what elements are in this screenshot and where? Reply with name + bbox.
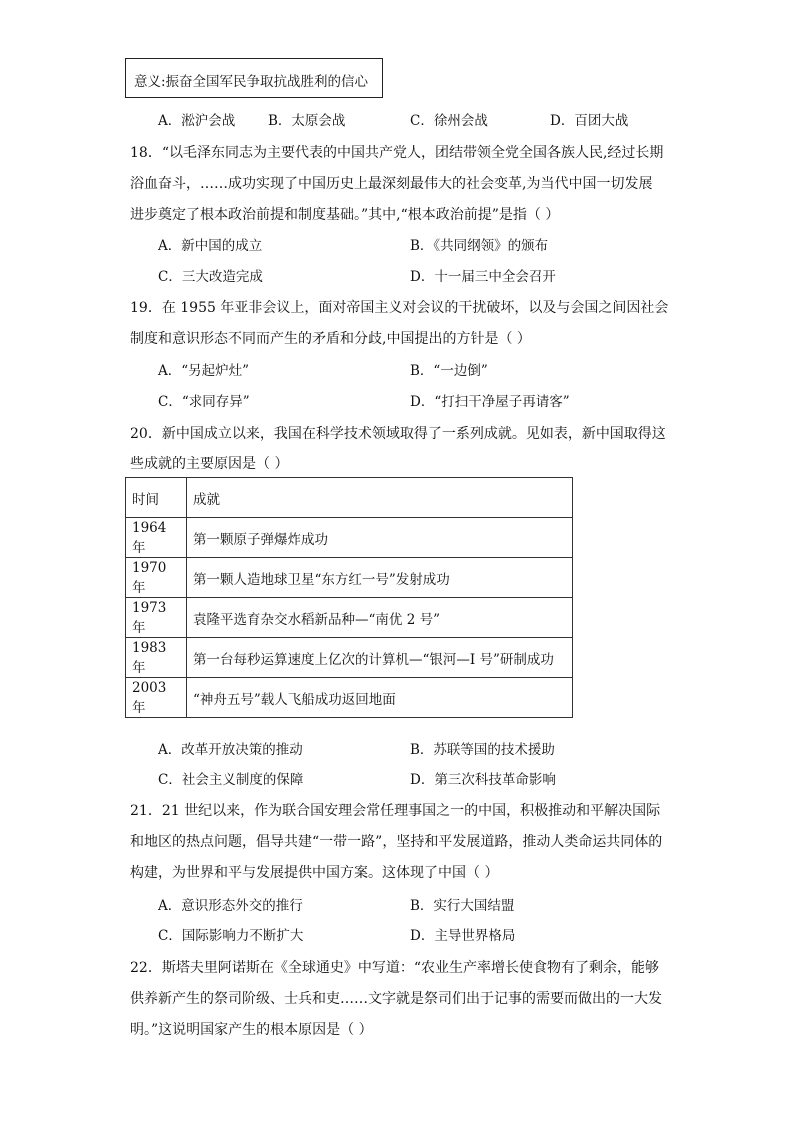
row-achievement: 第一颗原子弹爆炸成功 [187,518,573,558]
q20-stem-line-2: 些成就的主要原因是（ ） [130,456,289,472]
q17-option-c[interactable]: C．徐州会战 [410,113,488,129]
q17-option-a[interactable]: A．淞沪会战 [158,113,236,129]
q17-significance-box [125,58,383,98]
q21-stem-line-3: 构建，为世界和平与发展提供中国方案。这体现了中国（ ） [130,865,499,881]
row-achievement: “神舟五号”载人飞船成功返回地面 [187,678,573,718]
q18-option-d[interactable]: D．十一届三中全会召开 [410,269,556,285]
q19-stem-line-2: 制度和意识形态不同而产生的矛盾和分歧,中国提出的方针是（ ） [130,331,531,347]
q18-stem-line-2: 浴血奋斗，……成功实现了中国历史上最深刻最伟大的社会变革,为当代中国一切发展 [130,176,653,192]
row-year: 1970 年 [126,558,187,598]
row-year: 2003 年 [126,678,187,718]
q20-stem-line-1: 20．新中国成立以来，我国在科学技术领域取得了一系列成就。见如表，新中国取得这 [130,426,666,442]
row-achievement: 第一台每秒运算速度上亿次的计算机—“银河—I 号”研制成功 [187,638,573,678]
row-year: 1964 年 [126,518,187,558]
q21-option-b[interactable]: B．实行大国结盟 [410,898,515,914]
q17-option-b[interactable]: B．太原会战 [268,113,346,129]
q18-option-c[interactable]: C．三大改造完成 [158,269,263,285]
q20-option-c[interactable]: C．社会主义制度的保障 [158,772,304,788]
q21-stem-line-2: 和地区的热点问题，倡导共建“一带一路”，坚持和平发展道路，推动人类命运共同体的 [130,834,663,850]
q19-option-a[interactable]: A．“另起炉灶” [158,363,250,379]
significance-text: 意义:振奋全国军民争取抗战胜利的信心 [134,74,369,90]
table-row [126,678,573,718]
table-row [126,638,573,678]
q21-stem-line-1: 21．21 世纪以来，作为联合国安理会常任理事国之一的中国，积极推动和平解决国际 [130,803,661,819]
table-header-row [126,478,573,518]
q19-stem-line-1: 19．在 1955 年亚非会议上，面对帝国主义对会议的干扰破坏，以及与会国之间因社会 [130,300,669,316]
row-year: 1973 年 [126,598,187,638]
q21-option-c[interactable]: C．国际影响力不断扩大 [158,928,304,944]
q22-stem-line-3: 明。”这说明国家产生的根本原因是（ ） [130,1022,373,1038]
q18-option-b[interactable]: B．《共同纲领》的颁布 [410,238,549,254]
q22-stem-line-1: 22．斯塔夫里阿诺斯在《全球通史》中写道：“农业生产率增长使食物有了剩余，能够 [130,960,659,976]
q20-option-b[interactable]: B．苏联等国的技术援助 [410,742,555,758]
q19-option-d[interactable]: D．“打扫干净屋子再请客” [410,394,570,410]
q20-option-d[interactable]: D．第三次科技革命影响 [410,772,556,788]
q22-stem-line-2: 供养新产生的祭司阶级、士兵和吏……文字就是祭司们出于记事的需要而做出的一大发 [130,991,662,1007]
q18-option-a[interactable]: A．新中国的成立 [158,238,263,254]
q21-option-a[interactable]: A．意识形态外交的推行 [158,898,303,914]
header-achievement: 成就 [187,478,573,518]
q18-stem-line-3: 进步奠定了根本政治前提和制度基础。”其中,“根本政治前提”是指（ ） [130,207,560,223]
table-row [126,558,573,598]
table-row [126,598,573,638]
row-achievement: 袁隆平选育杂交水稻新品种—“南优 2 号” [187,598,573,638]
q18-stem-line-1: 18．“以毛泽东同志为主要代表的中国共产党人，团结带领全党全国各族人民,经过长期 [130,145,664,161]
header-time: 时间 [126,478,187,518]
q21-option-d[interactable]: D．主导世界格局 [410,928,516,944]
row-achievement: 第一颗人造地球卫星“东方红一号”发射成功 [187,558,573,598]
row-year: 1983 年 [126,638,187,678]
table-row [126,518,573,558]
q20-option-a[interactable]: A．改革开放决策的推动 [158,742,303,758]
q19-option-c[interactable]: C．“求同存异” [158,394,250,410]
q19-option-b[interactable]: B．“一边倒” [410,363,488,379]
achievements-table [125,477,573,718]
q17-option-d[interactable]: D．百团大战 [550,113,629,129]
